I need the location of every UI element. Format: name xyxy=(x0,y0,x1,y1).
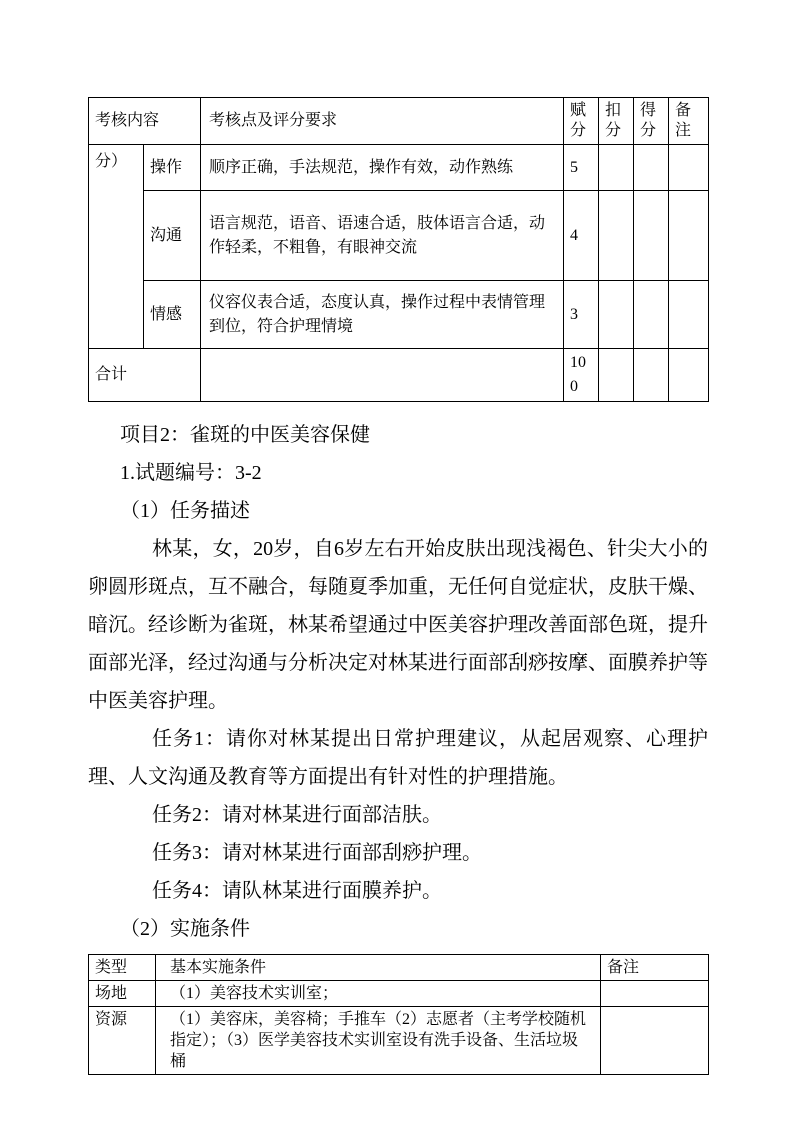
condition-cell: （1）美容床，美容椅；手推车（2）志愿者（主考学校随机指定）；（3）医学美容技术实训室设有洗手设备、生活垃圾桶 xyxy=(156,1007,601,1075)
remark-cell xyxy=(669,145,709,191)
header-condition: 基本实施条件 xyxy=(156,955,601,981)
gained-cell xyxy=(634,191,669,281)
total-label-cell: 合计 xyxy=(89,349,201,402)
header-criteria: 考核点及评分要求 xyxy=(201,98,564,145)
criteria-cell: 顺序正确，手法规范，操作有效，动作熟练 xyxy=(201,145,564,191)
group-continuation-cell: 分） xyxy=(89,145,144,349)
remark-cell xyxy=(669,191,709,281)
criteria-cell: 仪容仪表合适，态度认真，操作过程中表情管理到位，符合护理情境 xyxy=(201,281,564,349)
header-type: 类型 xyxy=(89,955,156,981)
assigned-cell: 3 xyxy=(564,281,599,349)
deducted-cell xyxy=(599,281,634,349)
type-cell: 资源 xyxy=(89,1007,156,1075)
type-cell: 场地 xyxy=(89,981,156,1007)
aspect-cell: 情感 xyxy=(144,281,201,349)
conditions-row-venue xyxy=(89,981,709,1007)
score-row-emotion xyxy=(89,281,709,349)
header-remark: 备注 xyxy=(601,955,709,981)
header-deducted-score: 扣分 xyxy=(599,98,634,145)
total-gained-cell xyxy=(634,349,669,402)
task-1: 任务1：请你对林某提出日常护理建议，从起居观察、心理护理、人文沟通及教育等方面提出有针对性的护理措施。 xyxy=(88,728,708,788)
conditions-heading: （2）实施条件 xyxy=(120,918,250,940)
aspect-cell: 操作 xyxy=(144,145,201,191)
remark-cell xyxy=(601,1007,709,1075)
body-section xyxy=(88,416,708,948)
score-row-communication xyxy=(89,191,709,281)
gained-cell xyxy=(634,145,669,191)
remark-cell xyxy=(669,281,709,349)
header-gained-score: 得分 xyxy=(634,98,669,145)
total-deducted-cell xyxy=(599,349,634,402)
criteria-cell: 语言规范，语音、语速合适，肢体语言合适，动作轻柔，不粗鲁，有眼神交流 xyxy=(201,191,564,281)
gained-cell xyxy=(634,281,669,349)
remark-cell xyxy=(601,981,709,1007)
score-row-operation xyxy=(89,145,709,191)
condition-cell: （1）美容技术实训室； xyxy=(156,981,601,1007)
conditions-row-resource xyxy=(89,1007,709,1075)
conditions-table xyxy=(88,954,709,1075)
header-remark: 备注 xyxy=(669,98,709,145)
task-3: 任务3：请对林某进行面部刮痧护理。 xyxy=(152,842,482,864)
score-table-header-row xyxy=(89,98,709,145)
score-row-total xyxy=(89,349,709,402)
assigned-cell: 4 xyxy=(564,191,599,281)
conditions-header-row xyxy=(89,955,709,981)
assigned-cell: 5 xyxy=(564,145,599,191)
deducted-cell xyxy=(599,191,634,281)
header-assessment-content: 考核内容 xyxy=(89,98,201,145)
total-assigned-cell: 100 xyxy=(564,349,599,402)
case-paragraph: 林某，女，20岁，自6岁左右开始皮肤出现浅褐色、针尖大小的卵圆形斑点，互不融合，每随夏季加重，无任何自觉症状，皮肤干燥、暗沉。经诊断为雀斑，林某希望通过中医美容护理改善面部色斑，提升面部光泽，经过沟通与分析决定对林某进行面部刮痧按摩、面膜养护等中医美容护理。 xyxy=(88,538,708,712)
total-criteria-cell xyxy=(201,349,564,402)
page-content xyxy=(88,97,708,1075)
task-2: 任务2：请对林某进行面部洁肤。 xyxy=(152,804,442,826)
aspect-cell: 沟通 xyxy=(144,191,201,281)
header-assigned-score: 赋分 xyxy=(564,98,599,145)
deducted-cell xyxy=(599,145,634,191)
task-description-heading: （1）任务描述 xyxy=(120,500,250,522)
total-remark-cell xyxy=(669,349,709,402)
project-title: 项目2：雀斑的中医美容保健 xyxy=(120,424,370,446)
question-number: 1.试题编号：3-2 xyxy=(120,462,262,484)
task-4: 任务4：请队林某进行面膜养护。 xyxy=(152,880,442,902)
score-table xyxy=(88,97,709,402)
